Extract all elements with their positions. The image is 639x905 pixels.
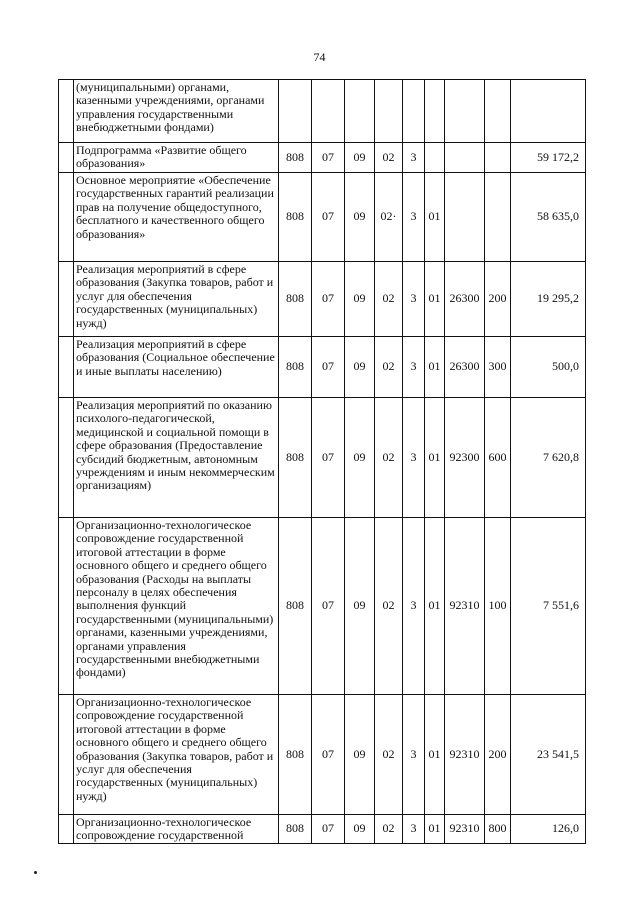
col-event: 01 <box>425 815 445 844</box>
col-event: 01 <box>425 173 445 262</box>
col-program: 02 <box>375 398 403 518</box>
col-direction <box>445 80 485 143</box>
col-event <box>425 80 445 143</box>
col-direction: 92310 <box>445 815 485 844</box>
col-subsection: 09 <box>345 262 375 337</box>
col-event: 01 <box>425 518 445 695</box>
table-row <box>59 143 586 173</box>
col-expense-type <box>485 173 511 262</box>
col-direction: 92300 <box>445 398 485 518</box>
col-amount: 59 172,2 <box>511 143 586 173</box>
cell-description: Основное мероприятие «Обеспечение государственных гарантий реализации прав на получение общедоступного, бесплатного и качественного общего образования» <box>74 173 279 262</box>
col-direction: 26300 <box>445 262 485 337</box>
table-row <box>59 337 586 398</box>
col-gov <box>279 80 312 143</box>
cell-description: Организационно-технологическое сопровождение государственной итоговой аттестации в форме основного общего и среднего общего образования (Расходы на выплаты персоналу в целях обеспечения выполнения функций государственными (муниципальными) органами, казенными учреждениями, органами управления государственными внебюджетными фондами) <box>74 518 279 695</box>
col-subprogram: 3 <box>403 262 425 337</box>
margin-cell <box>59 518 74 695</box>
col-subprogram: 3 <box>403 173 425 262</box>
col-section: 07 <box>312 337 345 398</box>
col-section: 07 <box>312 398 345 518</box>
col-gov: 808 <box>279 173 312 262</box>
cell-description: Организационно-технологическое сопровождение государственной <box>74 815 279 844</box>
table-row <box>59 518 586 695</box>
margin-cell <box>59 143 74 173</box>
col-gov: 808 <box>279 815 312 844</box>
col-section: 07 <box>312 173 345 262</box>
col-event: 01 <box>425 398 445 518</box>
table-body <box>59 80 586 844</box>
col-gov: 808 <box>279 398 312 518</box>
col-subprogram: 3 <box>403 518 425 695</box>
col-amount <box>511 80 586 143</box>
col-subprogram: 3 <box>403 143 425 173</box>
table-row <box>59 80 586 143</box>
col-expense-type: 800 <box>485 815 511 844</box>
margin-cell <box>59 80 74 143</box>
col-expense-type: 300 <box>485 337 511 398</box>
cell-description: (муниципальными) органами, казенными учреждениями, органами управления государственными внебюджетными фондами) <box>74 80 279 143</box>
page-number: 74 <box>313 50 326 64</box>
col-expense-type <box>485 80 511 143</box>
margin-cell <box>59 815 74 844</box>
margin-cell <box>59 262 74 337</box>
margin-cell <box>59 337 74 398</box>
col-amount: 7 551,6 <box>511 518 586 695</box>
col-section <box>312 80 345 143</box>
col-amount: 58 635,0 <box>511 173 586 262</box>
col-subprogram: 3 <box>403 815 425 844</box>
table-row <box>59 695 586 815</box>
cell-description: Подпрограмма «Развитие общего образования» <box>74 143 279 173</box>
col-expense-type <box>485 143 511 173</box>
col-amount: 23 541,5 <box>511 695 586 815</box>
col-direction <box>445 173 485 262</box>
col-program <box>375 80 403 143</box>
col-program: 02 <box>375 262 403 337</box>
col-expense-type: 200 <box>485 262 511 337</box>
table-row <box>59 815 586 844</box>
col-event: 01 <box>425 262 445 337</box>
col-subsection: 09 <box>345 398 375 518</box>
col-gov: 808 <box>279 143 312 173</box>
col-section: 07 <box>312 695 345 815</box>
col-subprogram: 3 <box>403 695 425 815</box>
cell-description: Реализация мероприятий в сфере образования (Закупка товаров, работ и услуг для обеспечения государственных (муниципальных) нужд) <box>74 262 279 337</box>
col-subsection: 09 <box>345 337 375 398</box>
col-section: 07 <box>312 143 345 173</box>
table-row <box>59 398 586 518</box>
col-event <box>425 143 445 173</box>
col-gov: 808 <box>279 337 312 398</box>
col-event: 01 <box>425 695 445 815</box>
margin-dot <box>34 871 37 874</box>
col-subsection: 09 <box>345 173 375 262</box>
col-amount: 7 620,8 <box>511 398 586 518</box>
col-amount: 126,0 <box>511 815 586 844</box>
col-amount: 500,0 <box>511 337 586 398</box>
col-subprogram: 3 <box>403 337 425 398</box>
col-subsection: 09 <box>345 143 375 173</box>
col-program: 02 <box>375 337 403 398</box>
col-subsection: 09 <box>345 518 375 695</box>
col-section: 07 <box>312 518 345 695</box>
margin-cell <box>59 695 74 815</box>
col-event: 01 <box>425 337 445 398</box>
col-subprogram: 3 <box>403 398 425 518</box>
col-expense-type: 100 <box>485 518 511 695</box>
margin-cell <box>59 398 74 518</box>
col-subsection: 09 <box>345 695 375 815</box>
table-row <box>59 262 586 337</box>
cell-description: Реализация мероприятий по оказанию психолого-педагогической, медицинской и социальной помощи в сфере образования (Предоставление субсидий бюджетным, автономным учреждениям и иным некоммерческим организациям) <box>74 398 279 518</box>
col-direction: 26300 <box>445 337 485 398</box>
margin-cell <box>59 173 74 262</box>
table-row <box>59 173 586 262</box>
col-subsection <box>345 80 375 143</box>
col-direction <box>445 143 485 173</box>
budget-table <box>58 79 586 844</box>
col-expense-type: 200 <box>485 695 511 815</box>
col-gov: 808 <box>279 518 312 695</box>
col-program: 02 <box>375 518 403 695</box>
col-program: 02· <box>375 173 403 262</box>
cell-description: Организационно-технологическое сопровождение государственной итоговой аттестации в форме основного общего и среднего общего образования (Закупка товаров, работ и услуг для обеспечения государственных (муниципальных) нужд) <box>74 695 279 815</box>
col-program: 02 <box>375 815 403 844</box>
col-section: 07 <box>312 262 345 337</box>
col-amount: 19 295,2 <box>511 262 586 337</box>
col-gov: 808 <box>279 695 312 815</box>
col-direction: 92310 <box>445 518 485 695</box>
col-section: 07 <box>312 815 345 844</box>
col-direction: 92310 <box>445 695 485 815</box>
cell-description: Реализация мероприятий в сфере образования (Социальное обеспечение и иные выплаты населению) <box>74 337 279 398</box>
col-program: 02 <box>375 143 403 173</box>
col-program: 02 <box>375 695 403 815</box>
col-subsection: 09 <box>345 815 375 844</box>
col-expense-type: 600 <box>485 398 511 518</box>
col-gov: 808 <box>279 262 312 337</box>
col-subprogram <box>403 80 425 143</box>
